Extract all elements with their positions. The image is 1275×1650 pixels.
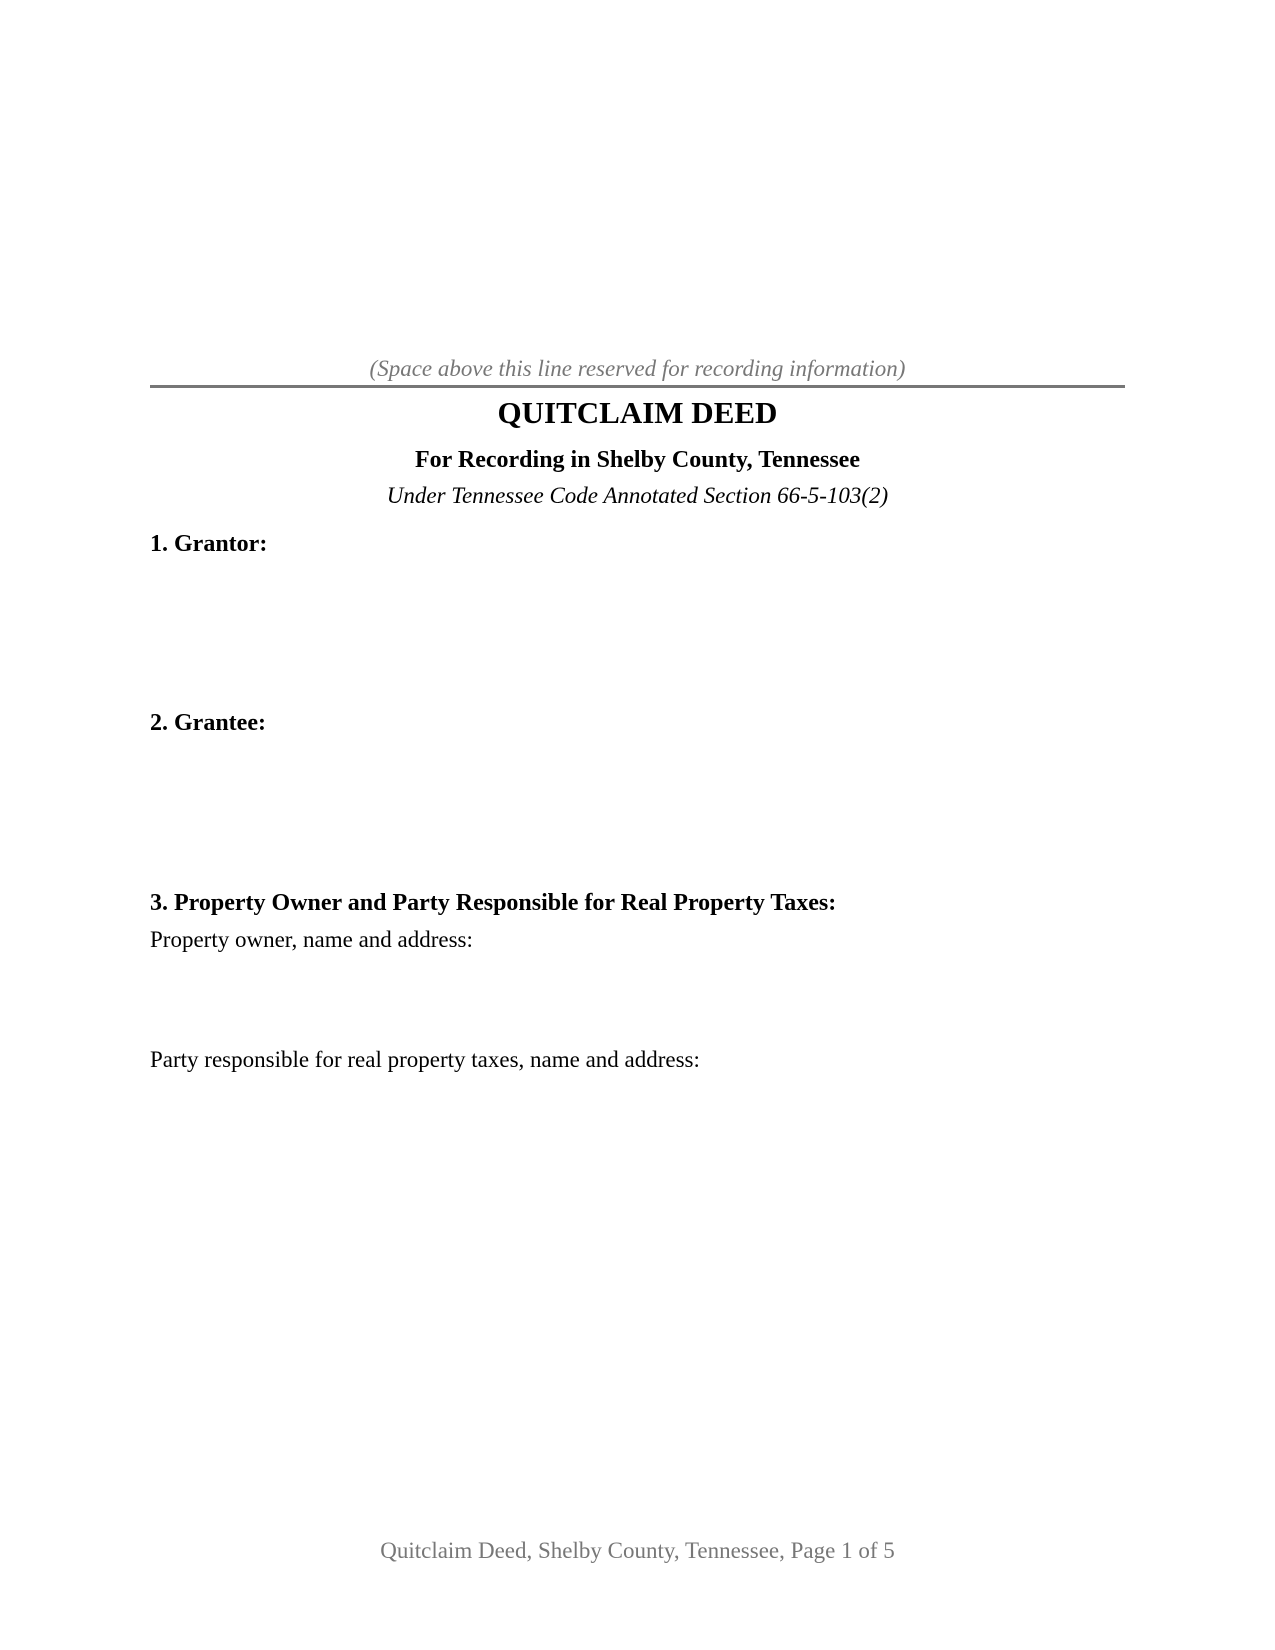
section-grantee-heading: 2. Grantee: <box>150 710 266 736</box>
tax-party-label: Party responsible for real property taxes, name and address: <box>150 1047 700 1072</box>
recording-space-note: (Space above this line reserved for recording information) <box>369 356 906 381</box>
property-owner-label: Property owner, name and address: <box>150 927 473 952</box>
document-subtitle: For Recording in Shelby County, Tennessee <box>415 447 860 473</box>
section-owner-tax-heading: 3. Property Owner and Party Responsible for Real Property Taxes: <box>150 890 837 916</box>
recording-divider-line <box>150 385 1125 388</box>
document-title: QUITCLAIM DEED <box>497 395 778 430</box>
statute-reference: Under Tennessee Code Annotated Section 66-5-103(2) <box>386 483 889 508</box>
page-footer: Quitclaim Deed, Shelby County, Tennessee, Page 1 of 5 <box>380 1538 895 1563</box>
section-grantor-heading: 1. Grantor: <box>150 531 268 557</box>
